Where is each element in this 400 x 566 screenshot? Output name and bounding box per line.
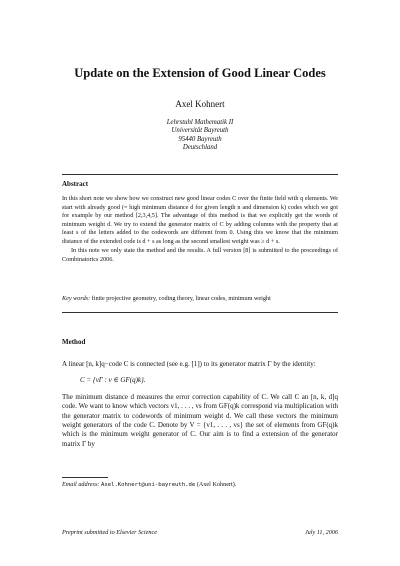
abstract-paragraph: In this note we only state the method and the results. A full version [8] is submitted to the proceedings of Combinatorics 2006. [62, 247, 338, 263]
footnote-name: (Axel Kohnert). [196, 481, 237, 488]
footnote [62, 481, 338, 488]
affiliation-line: Deutschland [182, 144, 218, 152]
abstract-paragraph: In this short note we show how we construct new good linear codes C over the finite field with q elements. We start with already good (= high minimum distance d for given length n and dimension k) codes which we got for example by our method [2,3,4,5]. The advantage of this method is that we explicitly get the words of minimum weight d. We try to extend the generator matrix of C by adding columns with the property that at least s of the letters added to the codewords are different from 0. Using this we know that the minimum distance of the extended code is d + s as long as the second smallest weight was ≥ d + s. [62, 195, 338, 245]
author-name: Axel Kohnert [175, 99, 225, 109]
affiliation [0, 119, 400, 153]
keywords [62, 295, 338, 303]
footnote-rule [62, 477, 108, 478]
method-body [62, 360, 338, 449]
affiliation-line: Lehrstuhl Mathematik II [166, 119, 234, 126]
method-heading: Method [62, 338, 86, 346]
abstract-body [62, 195, 338, 264]
affiliation-line: Universität Bayreuth [171, 127, 229, 135]
abstract-heading: Abstract [62, 180, 89, 188]
method-paragraph: A linear [n, k]q−code C is connected (see e.g. [1]) to its generator matrix Γ by the identity: [62, 360, 316, 368]
keywords-text: finite projective geometry, coding theory, linear codes, minimum weight [91, 295, 271, 302]
footnote-label: Email address: [62, 481, 100, 488]
affiliation-line: 95440 Bayreuth [178, 135, 222, 143]
keywords-label: Key words: [62, 295, 91, 302]
preprint-note: Preprint submitted to Elsevier Science [62, 529, 157, 536]
preprint-date: July 11, 2006 [304, 529, 338, 536]
abstract-bottom-rule [62, 312, 338, 313]
equation: C = {vΓ : v ∈ GF(q)k}. [80, 376, 146, 385]
paper-title: Update on the Extension of Good Linear Codes [74, 66, 326, 80]
footnote-email[interactable]: Axel.Kohnert@uni-bayreuth.de [100, 482, 196, 488]
abstract-top-rule [62, 174, 338, 175]
method-paragraph: The minimum distance d measures the error correction capability of C. We call C an [n, k, d]q code. We want to know which vectors v1, . . . , vs from GF(q)k correspond via multiplication with the generator matrix to codewords of minimum weight d. We call these vectors the minimum weight generators of the code C. Denote by V = {v1, . . . , vs} the set of elements from GF(q)k which is the minimum weight generator of C. Our aim is to find a extension of the generator matrix Γ by [62, 392, 338, 448]
